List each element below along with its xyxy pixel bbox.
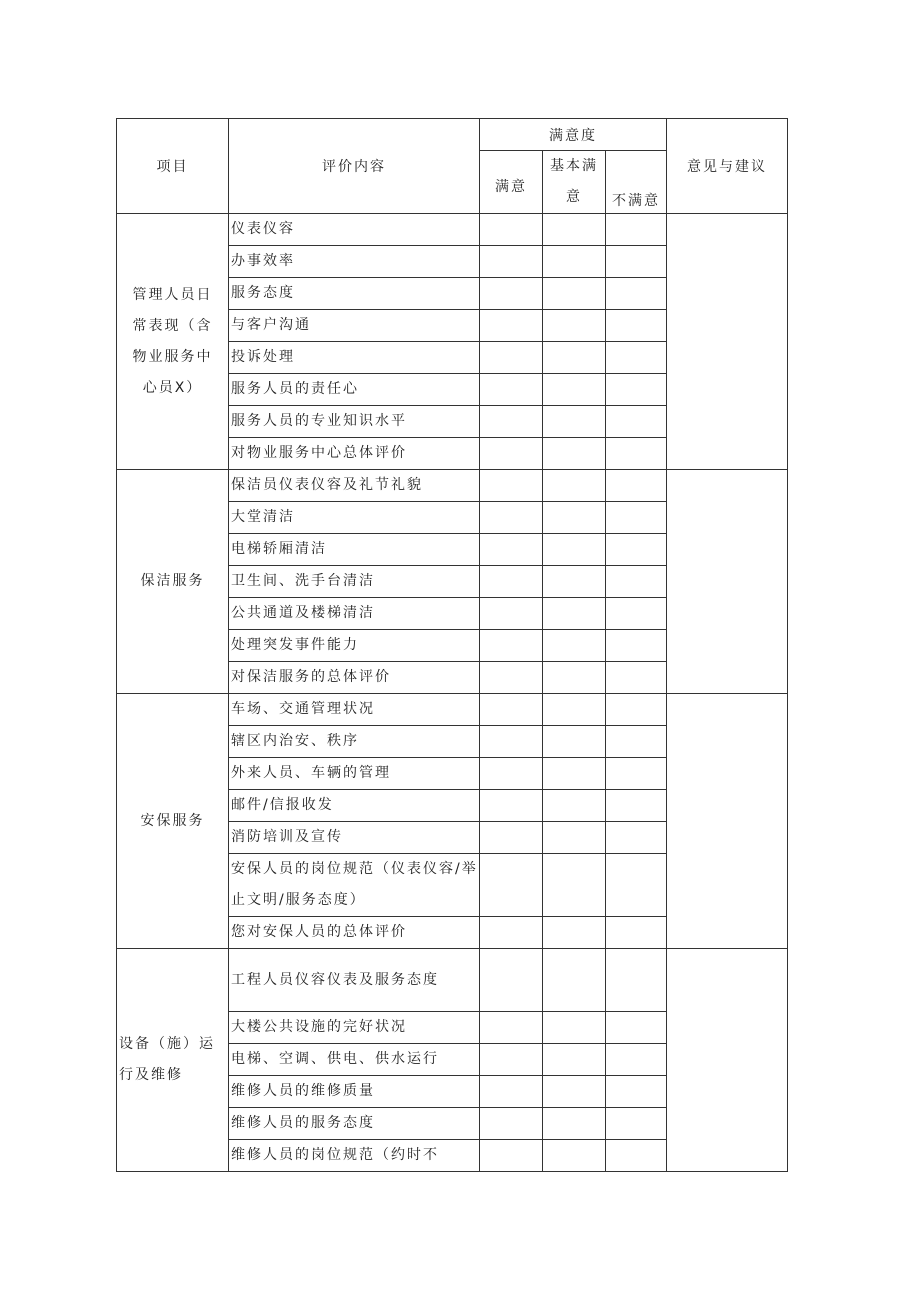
satisfied-cell[interactable] (480, 694, 543, 726)
basic-cell[interactable] (543, 694, 606, 726)
header-row-1 (117, 119, 788, 151)
item-label: 工程人员仪容仪表及服务态度 (229, 949, 480, 1012)
unsatisfied-cell[interactable] (606, 662, 667, 694)
item-label: 您对安保人员的总体评价 (229, 917, 480, 949)
unsatisfied-cell[interactable] (606, 854, 667, 917)
category-security: 安保服务 (117, 694, 229, 949)
opinion-cell[interactable] (667, 949, 788, 1172)
item-label: 处理突发事件能力 (229, 630, 480, 662)
item-label: 服务态度 (229, 278, 480, 310)
opinion-cell[interactable] (667, 214, 788, 470)
item-label: 维修人员的岗位规范（约时不 (229, 1140, 480, 1172)
satisfied-cell[interactable] (480, 1140, 543, 1172)
unsatisfied-cell[interactable] (606, 1012, 667, 1044)
table-row (117, 470, 788, 502)
unsatisfied-cell[interactable] (606, 726, 667, 758)
basic-cell[interactable] (543, 822, 606, 854)
unsatisfied-cell[interactable] (606, 630, 667, 662)
header-item: 项目 (117, 119, 229, 214)
basic-cell[interactable] (543, 1044, 606, 1076)
unsatisfied-cell[interactable] (606, 342, 667, 374)
unsatisfied-cell[interactable] (606, 278, 667, 310)
item-label: 对保洁服务的总体评价 (229, 662, 480, 694)
satisfied-cell[interactable] (480, 470, 543, 502)
item-label: 办事效率 (229, 246, 480, 278)
satisfied-cell[interactable] (480, 726, 543, 758)
unsatisfied-cell[interactable] (606, 406, 667, 438)
category-cleaning: 保洁服务 (117, 470, 229, 694)
unsatisfied-cell[interactable] (606, 1140, 667, 1172)
basic-cell[interactable] (543, 502, 606, 534)
unsatisfied-cell[interactable] (606, 917, 667, 949)
opinion-cell[interactable] (667, 470, 788, 694)
unsatisfied-cell[interactable] (606, 694, 667, 726)
basic-cell[interactable] (543, 726, 606, 758)
unsatisfied-cell[interactable] (606, 534, 667, 566)
table-row (117, 214, 788, 246)
header-content: 评价内容 (229, 119, 480, 214)
header-satisfaction: 满意度 (480, 119, 667, 151)
satisfied-cell[interactable] (480, 1108, 543, 1140)
item-label: 保洁员仪表仪容及礼节礼貌 (229, 470, 480, 502)
item-label: 服务人员的专业知识水平 (229, 406, 480, 438)
unsatisfied-cell[interactable] (606, 822, 667, 854)
satisfied-cell[interactable] (480, 534, 543, 566)
basic-cell[interactable] (543, 598, 606, 630)
unsatisfied-cell[interactable] (606, 310, 667, 342)
basic-cell[interactable] (543, 406, 606, 438)
basic-cell[interactable] (543, 214, 606, 246)
satisfied-cell[interactable] (480, 598, 543, 630)
item-label: 仪表仪容 (229, 214, 480, 246)
unsatisfied-cell[interactable] (606, 566, 667, 598)
table-row (117, 949, 788, 1012)
item-label: 外来人员、车辆的管理 (229, 758, 480, 790)
unsatisfied-cell[interactable] (606, 790, 667, 822)
basic-cell[interactable] (543, 854, 606, 917)
unsatisfied-cell[interactable] (606, 949, 667, 1012)
unsatisfied-cell[interactable] (606, 438, 667, 470)
unsatisfied-cell[interactable] (606, 1076, 667, 1108)
basic-cell[interactable] (543, 1140, 606, 1172)
satisfied-cell[interactable] (480, 949, 543, 1012)
item-label: 电梯轿厢清洁 (229, 534, 480, 566)
satisfied-cell[interactable] (480, 214, 543, 246)
basic-cell[interactable] (543, 1108, 606, 1140)
basic-cell[interactable] (543, 246, 606, 278)
unsatisfied-cell[interactable] (606, 1044, 667, 1076)
basic-cell[interactable] (543, 630, 606, 662)
satisfied-cell[interactable] (480, 1044, 543, 1076)
header-opinion: 意见与建议 (667, 119, 788, 214)
satisfied-cell[interactable] (480, 917, 543, 949)
item-label: 车场、交通管理状况 (229, 694, 480, 726)
basic-cell[interactable] (543, 758, 606, 790)
basic-cell[interactable] (543, 374, 606, 406)
header-basic: 基本满意 (543, 151, 606, 214)
item-label: 投诉处理 (229, 342, 480, 374)
item-label: 公共通道及楼梯清洁 (229, 598, 480, 630)
basic-cell[interactable] (543, 438, 606, 470)
basic-cell[interactable] (543, 949, 606, 1012)
item-label: 维修人员的服务态度 (229, 1108, 480, 1140)
unsatisfied-cell[interactable] (606, 214, 667, 246)
satisfied-cell[interactable] (480, 406, 543, 438)
item-label: 安保人员的岗位规范（仪表仪容/举止文明/服务态度） (229, 854, 480, 917)
unsatisfied-cell[interactable] (606, 470, 667, 502)
basic-cell[interactable] (543, 662, 606, 694)
item-label: 邮件/信报收发 (229, 790, 480, 822)
item-label: 与客户沟通 (229, 310, 480, 342)
satisfied-cell[interactable] (480, 374, 543, 406)
satisfied-cell[interactable] (480, 438, 543, 470)
satisfied-cell[interactable] (480, 246, 543, 278)
item-label: 服务人员的责任心 (229, 374, 480, 406)
unsatisfied-cell[interactable] (606, 1108, 667, 1140)
satisfied-cell[interactable] (480, 758, 543, 790)
table-row (117, 694, 788, 726)
unsatisfied-cell[interactable] (606, 374, 667, 406)
item-label: 大堂清洁 (229, 502, 480, 534)
basic-cell[interactable] (543, 790, 606, 822)
satisfied-cell[interactable] (480, 630, 543, 662)
satisfied-cell[interactable] (480, 310, 543, 342)
item-label: 辖区内治安、秩序 (229, 726, 480, 758)
basic-cell[interactable] (543, 1076, 606, 1108)
header-unsatisfied: 不满意 (606, 151, 667, 214)
unsatisfied-cell[interactable] (606, 758, 667, 790)
opinion-cell[interactable] (667, 694, 788, 949)
basic-cell[interactable] (543, 566, 606, 598)
basic-cell[interactable] (543, 470, 606, 502)
category-equipment: 设备（施）运行及维修 (117, 949, 229, 1172)
satisfaction-survey-table (116, 118, 788, 1172)
unsatisfied-cell[interactable] (606, 502, 667, 534)
satisfied-cell[interactable] (480, 854, 543, 917)
basic-cell[interactable] (543, 342, 606, 374)
satisfied-cell[interactable] (480, 1076, 543, 1108)
satisfied-cell[interactable] (480, 278, 543, 310)
basic-cell[interactable] (543, 917, 606, 949)
basic-cell[interactable] (543, 534, 606, 566)
satisfied-cell[interactable] (480, 662, 543, 694)
satisfied-cell[interactable] (480, 502, 543, 534)
item-label: 维修人员的维修质量 (229, 1076, 480, 1108)
item-label: 消防培训及宣传 (229, 822, 480, 854)
item-label: 大楼公共设施的完好状况 (229, 1012, 480, 1044)
basic-cell[interactable] (543, 278, 606, 310)
basic-cell[interactable] (543, 310, 606, 342)
unsatisfied-cell[interactable] (606, 598, 667, 630)
item-label: 对物业服务中心总体评价 (229, 438, 480, 470)
item-label: 电梯、空调、供电、供水运行 (229, 1044, 480, 1076)
satisfied-cell[interactable] (480, 1012, 543, 1044)
unsatisfied-cell[interactable] (606, 246, 667, 278)
satisfied-cell[interactable] (480, 342, 543, 374)
category-management: 管理人员日常表现（含物业服务中心员X） (117, 214, 229, 470)
satisfied-cell[interactable] (480, 566, 543, 598)
satisfied-cell[interactable] (480, 790, 543, 822)
item-label: 卫生间、洗手台清洁 (229, 566, 480, 598)
header-satisfied: 满意 (480, 151, 543, 214)
satisfied-cell[interactable] (480, 822, 543, 854)
basic-cell[interactable] (543, 1012, 606, 1044)
